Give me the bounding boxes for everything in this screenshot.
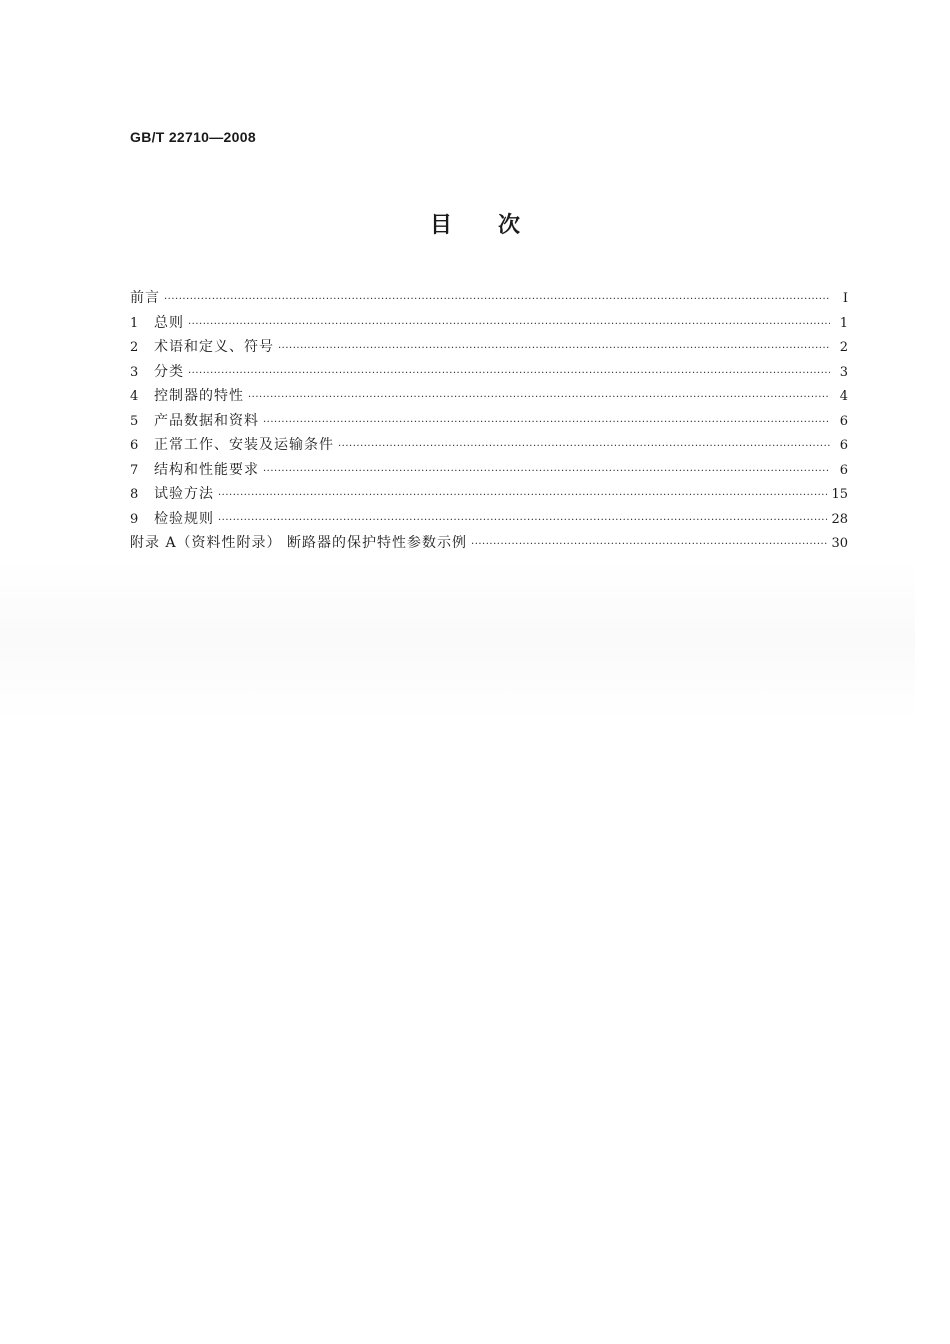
toc-entry-number: 9: [130, 511, 139, 527]
toc-entry-page: 6: [839, 438, 848, 453]
toc-leader-dots: [338, 435, 830, 460]
toc-leader-dots: [164, 288, 830, 313]
toc-entry-page: 6: [839, 462, 848, 478]
toc-entry-number: 3: [130, 364, 139, 380]
toc-entry-8[interactable]: [130, 482, 848, 507]
scan-shading: [0, 560, 915, 720]
toc-leader-dots: [278, 337, 830, 362]
toc-leader-dots: [188, 313, 830, 338]
toc-leader-dots: [188, 362, 830, 387]
table-of-contents: [130, 286, 848, 556]
toc-title: 目次: [429, 213, 566, 238]
toc-entry-number: 8: [130, 487, 139, 502]
toc-leader-dots: [218, 484, 827, 509]
toc-entry-label: 前言: [130, 290, 160, 306]
toc-entry-preface[interactable]: [130, 286, 848, 311]
toc-entry-page: 28: [831, 511, 848, 527]
toc-entry-7[interactable]: [130, 458, 848, 483]
toc-entry-number: 2: [130, 340, 139, 355]
toc-entry-label: 附录 A（资料性附录） 断路器的保护特性参数示例: [130, 535, 468, 551]
toc-entry-page: 2: [839, 340, 848, 355]
toc-entry-6[interactable]: [130, 433, 848, 458]
toc-entry-number: 6: [130, 438, 139, 453]
toc-entry-1[interactable]: [130, 311, 848, 336]
toc-entry-label: 结构和性能要求: [154, 461, 259, 478]
toc-entry-number: 1: [130, 315, 139, 331]
standard-code: GB/T 22710—2008: [130, 129, 256, 145]
toc-entry-3[interactable]: [130, 360, 848, 385]
toc-entry-label: 控制器的特性: [154, 388, 244, 404]
toc-entry-page: 1: [839, 315, 848, 331]
toc-entry-label: 总则: [154, 314, 184, 331]
toc-entry-5[interactable]: [130, 409, 848, 434]
toc-entry-label: 正常工作、安装及运输条件: [154, 437, 334, 453]
toc-entry-page: 4: [839, 389, 848, 404]
toc-leader-dots: [248, 386, 830, 411]
toc-entry-9[interactable]: [130, 507, 848, 532]
toc-entry-number: 7: [130, 462, 139, 478]
toc-entry-page: 15: [831, 487, 848, 502]
toc-entry-label: 检验规则: [154, 510, 214, 527]
toc-entry-page: 6: [839, 413, 848, 429]
toc-entry-page: 3: [839, 364, 848, 380]
toc-leader-dots: [218, 509, 827, 534]
toc-entry-label: 试验方法: [154, 486, 214, 502]
toc-entry-2[interactable]: [130, 335, 848, 360]
toc-entry-label: 产品数据和资料: [154, 412, 259, 429]
toc-entry-label: 术语和定义、符号: [154, 339, 274, 355]
toc-entry-number: 5: [130, 413, 139, 429]
toc-leader-dots: [471, 533, 827, 558]
toc-entry-page: Ⅰ: [842, 291, 848, 306]
toc-entry-appendix-a[interactable]: [130, 531, 848, 556]
toc-entry-page: 30: [831, 536, 848, 551]
toc-entry-number: 4: [130, 389, 139, 404]
toc-entry-4[interactable]: [130, 384, 848, 409]
toc-leader-dots: [263, 460, 830, 485]
toc-leader-dots: [263, 411, 830, 436]
toc-entry-label: 分类: [154, 363, 184, 380]
